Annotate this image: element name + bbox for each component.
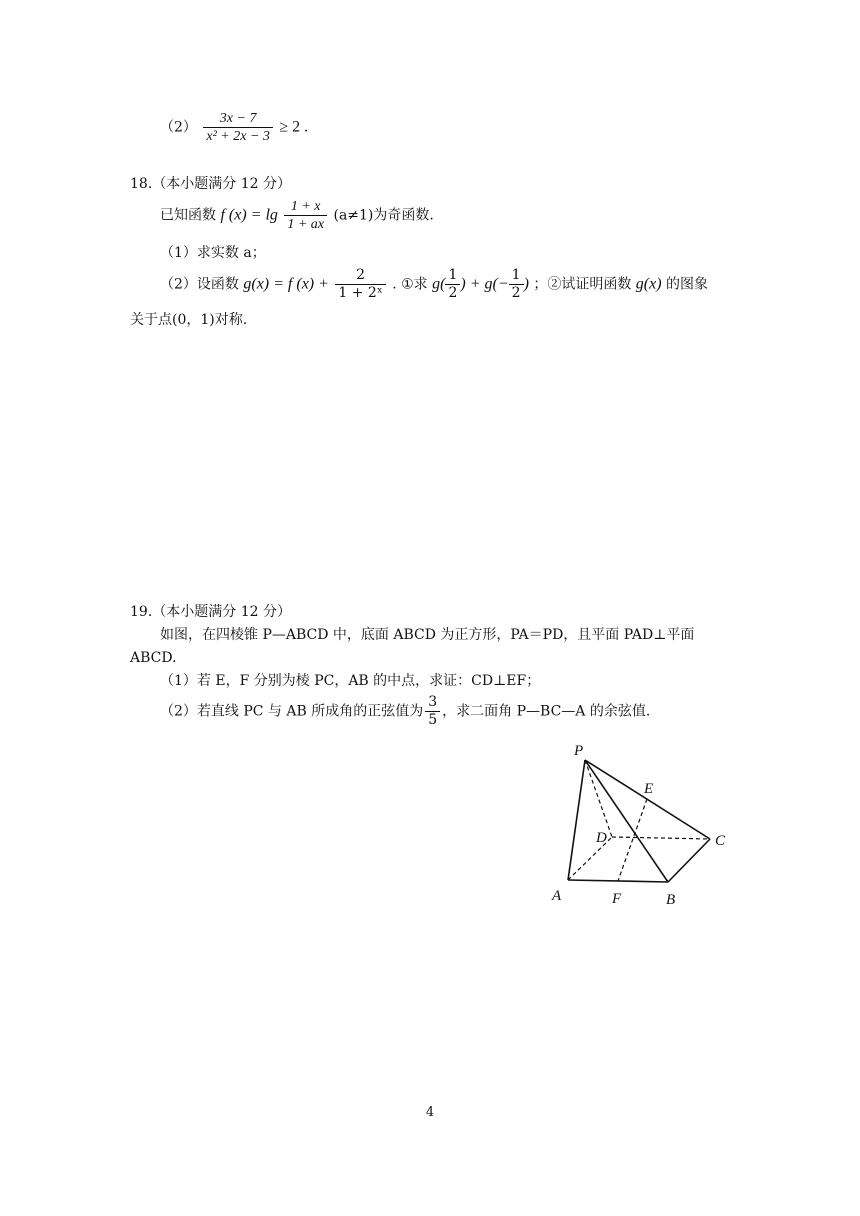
label-F: F [612, 891, 622, 907]
q18-half-fraction-1 [445, 267, 460, 302]
q17-part2-label: （2） [160, 119, 197, 136]
q18-half-denominator-2: 2 [509, 284, 524, 302]
q18-frac-numerator: 1 + x [290, 199, 321, 214]
q18-part2-prefix: （2）设函数 [160, 276, 239, 293]
edge-PC [585, 760, 710, 839]
q18-log-fraction [284, 198, 327, 233]
q19-stem-line1: 如图，在四棱锥 P—ABCD 中，底面 ABCD 为正方形，PA＝PD，且平面 PAD⊥平面 [160, 627, 695, 643]
q18-half-denominator-1: 2 [445, 284, 460, 302]
q18-header: 18.（本小题满分 12 分） [130, 176, 291, 192]
label-A: A [552, 888, 562, 904]
q18-part2-line2: 关于点(0，1)对称. [130, 312, 248, 328]
q18-part1: （1）求实数 a； [160, 245, 266, 261]
edge-BC [668, 839, 710, 882]
q17-frac-denominator: x² + 2x − 3 [203, 127, 273, 145]
q18-stem-prefix: 已知函数 [160, 207, 216, 224]
q18-g-frac-denominator: 1 + 2ˣ [335, 284, 385, 302]
q18-g-half-c: ) [523, 275, 529, 293]
q18-gx-def: g(x) = f (x) + [243, 275, 329, 293]
q17-inequality-fraction [203, 110, 273, 145]
label-E: E [644, 781, 654, 797]
q18-half-numerator-1: 1 [448, 267, 458, 283]
edge-PD-dashed [585, 760, 612, 837]
q18-fx: f (x) = lg [220, 206, 278, 224]
q19-part2-suffix: ，求二面角 P—BC—A 的余弦值. [442, 703, 651, 720]
q18-half-fraction-2 [509, 267, 524, 302]
page-number: 4 [425, 1105, 435, 1120]
q19-stem-line2: ABCD. [130, 650, 177, 666]
segment-EF-dashed [618, 799, 647, 881]
q18-g-half-b: ) + g(− [460, 275, 509, 293]
label-D: D [596, 830, 607, 846]
label-C: C [715, 833, 726, 849]
q19-part1: （1）若 E，F 分别为棱 PC，AB 的中点，求证：CD⊥EF； [160, 673, 541, 689]
q18-g-half-a: g( [432, 275, 446, 293]
q18-g-fraction [335, 267, 385, 302]
q17-frac-numerator: 3x − 7 [219, 111, 257, 126]
edge-DC-dashed [612, 837, 710, 839]
q18-g-frac-numerator: 2 [356, 267, 366, 283]
q18-part2-mid: . ①求 [392, 276, 428, 293]
q18-condition: (a≠1)为奇函数. [333, 207, 434, 224]
edge-PB [585, 760, 668, 882]
q19-sin-denominator: 5 [425, 711, 440, 729]
q19-part2 [160, 694, 650, 729]
q18-gx-ref: g(x) [635, 275, 662, 293]
q18-part2-end: 的图象 [666, 276, 709, 293]
q18-part2-tail: ；②试证明函数 [533, 276, 632, 293]
q19-part2-prefix: （2）若直线 PC 与 AB 所成角的正弦值为 [160, 703, 424, 720]
label-P: P [574, 743, 584, 759]
q19-header: 19.（本小题满分 12 分） [130, 604, 291, 620]
edge-PA [568, 760, 585, 880]
label-B: B [666, 892, 676, 908]
q19-sin-numerator: 3 [428, 694, 438, 710]
q18-stem [160, 198, 434, 233]
q17-part2 [160, 110, 308, 145]
q18-half-numerator-2: 1 [511, 267, 521, 283]
q18-frac-denominator: 1 + ax [284, 215, 327, 233]
pyramid-figure [540, 738, 750, 910]
q17-inequality-rhs: ≥ 2 . [279, 118, 309, 136]
q19-sin-fraction [425, 694, 440, 729]
q18-part2 [160, 267, 708, 302]
